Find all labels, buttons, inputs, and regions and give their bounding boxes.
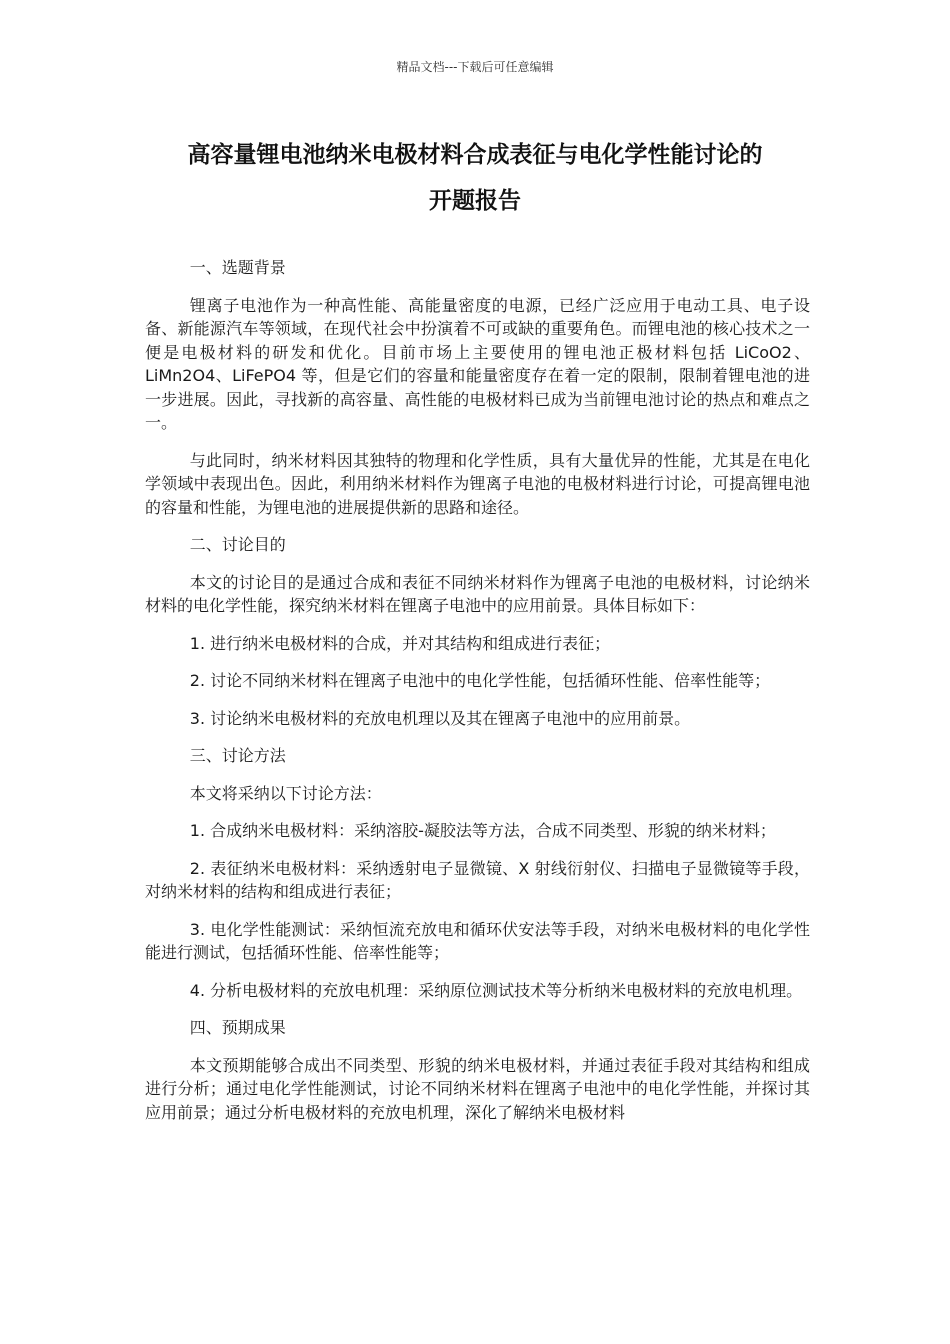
- list-item: 2. 表征纳米电极材料：采纳透射电子显微镜、X 射线衍射仪、扫描电子显微镜等手段，对纳米材料的结构和组成进行表征；: [145, 858, 810, 901]
- paragraph: 与此同时，纳米材料因其独特的物理和化学性质，具有大量优异的性能，尤其是在电化学领域中表现出色。因此，利用纳米材料作为锂离子电池的电极材料进行讨论，可提高锂电池的容量和性能，为锂电池的进展提供新的思路和途径。: [145, 450, 810, 517]
- list-item: 2. 讨论不同纳米材料在锂离子电池中的电化学性能，包括循环性能、倍率性能等；: [189, 671, 771, 690]
- document-body: [145, 256, 810, 1138]
- list-item: 3. 讨论纳米电极材料的充放电机理以及其在锂离子电池中的应用前景。: [189, 708, 691, 728]
- section-heading-purpose: 二、讨论目的: [189, 535, 286, 554]
- document-title: [145, 132, 805, 224]
- list-item: 3. 电化学性能测试：采纳恒流充放电和循环伏安法等手段，对纳米电极材料的电化学性能进行测试，包括循环性能、倍率性能等；: [145, 919, 810, 962]
- title-line-2: 开题报告: [429, 188, 521, 214]
- title-line-1: 高容量锂电池纳米电极材料合成表征与电化学性能讨论的: [187, 142, 763, 168]
- list-item: 4. 分析电极材料的充放电机理：采纳原位测试技术等分析纳米电极材料的充放电机理。: [189, 980, 803, 1000]
- section-heading-methods: 三、讨论方法: [189, 746, 286, 765]
- paragraph: 本文的讨论目的是通过合成和表征不同纳米材料作为锂离子电池的电极材料，讨论纳米材料的电化学性能，探究纳米材料在锂离子电池中的应用前景。具体目标如下：: [145, 572, 810, 615]
- header-note: 精品文档---下载后可任意编辑: [396, 60, 554, 74]
- paragraph: 锂离子电池作为一种高性能、高能量密度的电源，已经广泛应用于电动工具、电子设备、新能源汽车等领域，在现代社会中扮演着不可或缺的重要角色。而锂电池的核心技术之一便是电极材料的研发和优化。目前市场上主要使用的锂电池正极材料包括 LiCoO2、LiMn2O4、LiFePO4 等，但是它们的容量和能量密度存在着一定的限制，限制着锂电池的进一步进展。因此，寻找新的高容量、高性能的电极材料已成为当前锂电池讨论的热点和难点之一。: [145, 295, 810, 432]
- section-heading-results: 四、预期成果: [189, 1018, 286, 1037]
- list-item: 1. 合成纳米电极材料：采纳溶胶-凝胶法等方法，合成不同类型、形貌的纳米材料；: [189, 821, 776, 840]
- section-heading-background: 一、选题背景: [189, 258, 286, 277]
- paragraph: 本文将采纳以下讨论方法：: [189, 783, 382, 803]
- list-item: 1. 进行纳米电极材料的合成，并对其结构和组成进行表征；: [189, 633, 611, 653]
- paragraph: 本文预期能够合成出不同类型、形貌的纳米电极材料，并通过表征手段对其结构和组成进行分析；通过电化学性能测试，讨论不同纳米材料在锂离子电池中的电化学性能，并探讨其应用前景；通过分析电极材料的充放电机理，深化了解纳米电极材料: [145, 1055, 810, 1122]
